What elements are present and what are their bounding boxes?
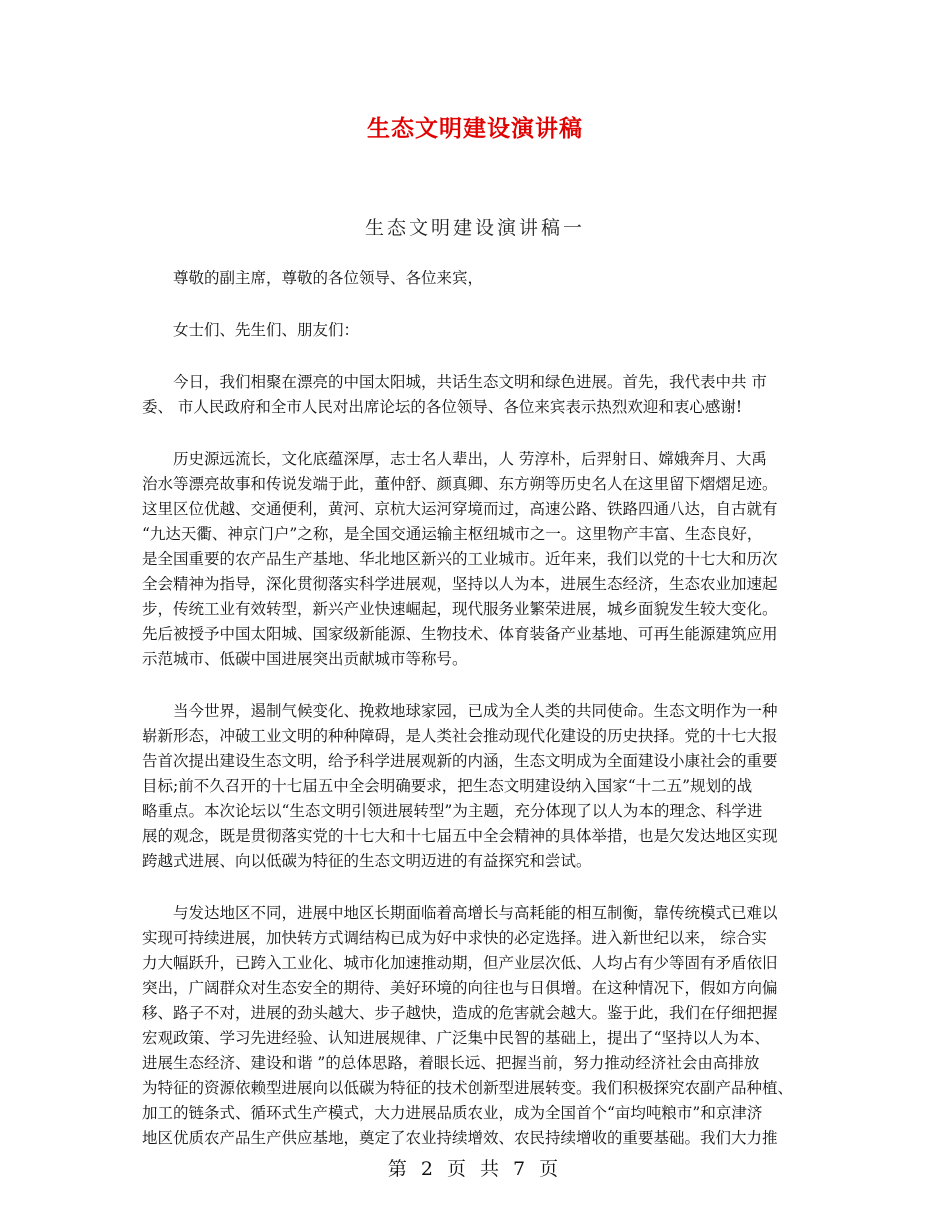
- text-line: 与发达地区不同，进展中地区长期面临着高增长与高耗能的相互制衡，靠传统模式已难以: [173, 904, 778, 922]
- text-line: 实现可持续进展，加快转方式调结构已成为好中求快的必定选择。进入新世纪以来， 综合实: [142, 929, 767, 947]
- text-line: 目标;前不久召开的十七届五中全会明确要求，把生态文明建设纳入国家“十二五”规划的战: [142, 777, 753, 795]
- paragraph: [142, 901, 807, 1151]
- text-line: 先后被授予中国太阳城、国家级新能源、生物技术、体育装备产业基地、可再生能源建筑应用: [142, 625, 778, 643]
- paragraph-gap: [142, 343, 807, 370]
- paragraph-gap: [142, 672, 807, 699]
- text-line: 移、路子不对，进展的劲头越大、步子越快，造成的危害就会越大。鉴于此，我们在仔细把握: [142, 1004, 778, 1022]
- text-line: 突出，广阔群众对生态安全的期待、美好环境的向往也与日俱增。在这种情况下，假如方向偏: [142, 979, 778, 997]
- paragraph-gap: [142, 291, 807, 318]
- paragraph: [142, 266, 807, 291]
- text-line: 进展生态经济、建设和谐 ”的总体思路，着眼长远、把握当前，努力推动经济社会由高排放: [142, 1054, 760, 1072]
- text-line: 加工的链条式、循环式生产模式，大力进展品质农业，成为全国首个“亩均吨粮市”和京津济: [142, 1104, 763, 1122]
- text-line: 历史源远流长，文化底蕴深厚，志士名人辈出，人 劳淳朴，后羿射日、嫦娥奔月、大禹: [173, 450, 767, 468]
- text-line: 全会精神为指导，深化贯彻落实科学进展观，坚持以人为本，进展生态经济，生态农业加速起: [142, 575, 778, 593]
- text-line: 尊敬的副主席，尊敬的各位领导、各位来宾，: [173, 269, 484, 287]
- text-line: 治水等漂亮故事和传说发端于此，董仲舒、颜真卿、东方朔等历史名人在这里留下熠熠足迹。: [142, 475, 778, 493]
- text-line: 略重点。本次论坛以“生态文明引领进展转型”为主题，充分体现了以人为本的理念、科学进: [142, 802, 763, 820]
- text-line: 当今世界，遏制气候变化、挽救地球家园，已成为全人类的共同使命。生态文明作为一种: [173, 702, 778, 720]
- text-line: “九达天衢、神京门户”之称，是全国交通运输主枢纽城市之一。这里物产丰富、生态良好，: [142, 525, 763, 543]
- paragraph: [142, 447, 807, 672]
- text-line: 地区优质农产品生产供应基地，奠定了农业持续增效、农民持续增收的重要基础。我们大力推: [142, 1129, 778, 1147]
- text-line: 今日，我们相聚在漂亮的中国太阳城，共话生态文明和绿色进展。首先，我代表中共 市: [173, 373, 767, 391]
- text-line: 示范城市、低碳中国进展突出贡献城市等称号。: [142, 650, 468, 668]
- text-line: 力大幅跃升，已跨入工业化、城市化加速推动期，但产业层次低、人均占有少等固有矛盾依旧: [142, 954, 778, 972]
- document-body: [142, 266, 807, 1151]
- document-subtitle: 生态文明建设演讲稿一: [364, 217, 585, 239]
- paragraph: [142, 370, 807, 420]
- text-line: 跨越式进展、向以低碳为特征的生态文明迈进的有益探究和尝试。: [142, 852, 592, 870]
- text-line: 委、 市人民政府和全市人民对出席论坛的各位领导、各位来宾表示热烈欢迎和衷心感谢!: [142, 398, 743, 416]
- paragraph-gap: [142, 874, 807, 901]
- text-line: 女士们、先生们、朋友们：: [173, 321, 360, 339]
- document-title: 生态文明建设演讲稿: [367, 115, 583, 142]
- text-line: 告首次提出建设生态文明，给予科学进展观新的内涵，生态文明成为全面建设小康社会的重要: [142, 752, 778, 770]
- text-line: 为特征的资源依赖型进展向以低碳为特征的技术创新型进展转变。我们积极探究农副产品种植、: [142, 1079, 794, 1097]
- paragraph: [142, 318, 807, 343]
- text-line: 是全国重要的农产品生产基地、华北地区新兴的工业城市。近年来，我们以党的十七大和历次: [142, 550, 778, 568]
- text-line: 这里区位优越、交通便利，黄河、京杭大运河穿境而过，高速公路、铁路四通八达，自古就有: [142, 500, 778, 518]
- page-number-footer: 第 2 页 共 7 页: [387, 1158, 563, 1180]
- text-line: 崭新形态，冲破工业文明的种种障碍，是人类社会推动现代化建设的历史抉择。党的十七大报: [142, 727, 778, 745]
- paragraph: [142, 699, 807, 874]
- text-line: 展的观念，既是贯彻落实党的十七大和十七届五中全会精神的具体举措，也是欠发达地区实现: [142, 827, 778, 845]
- text-line: 步，传统工业有效转型，新兴产业快速崛起，现代服务业繁荣进展，城乡面貌发生较大变化。: [142, 600, 778, 618]
- paragraph-gap: [142, 420, 807, 447]
- text-line: 宏观政策、学习先进经验、认知进展规律、广泛集中民智的基础上，提出了“坚持以人为本、: [142, 1029, 770, 1047]
